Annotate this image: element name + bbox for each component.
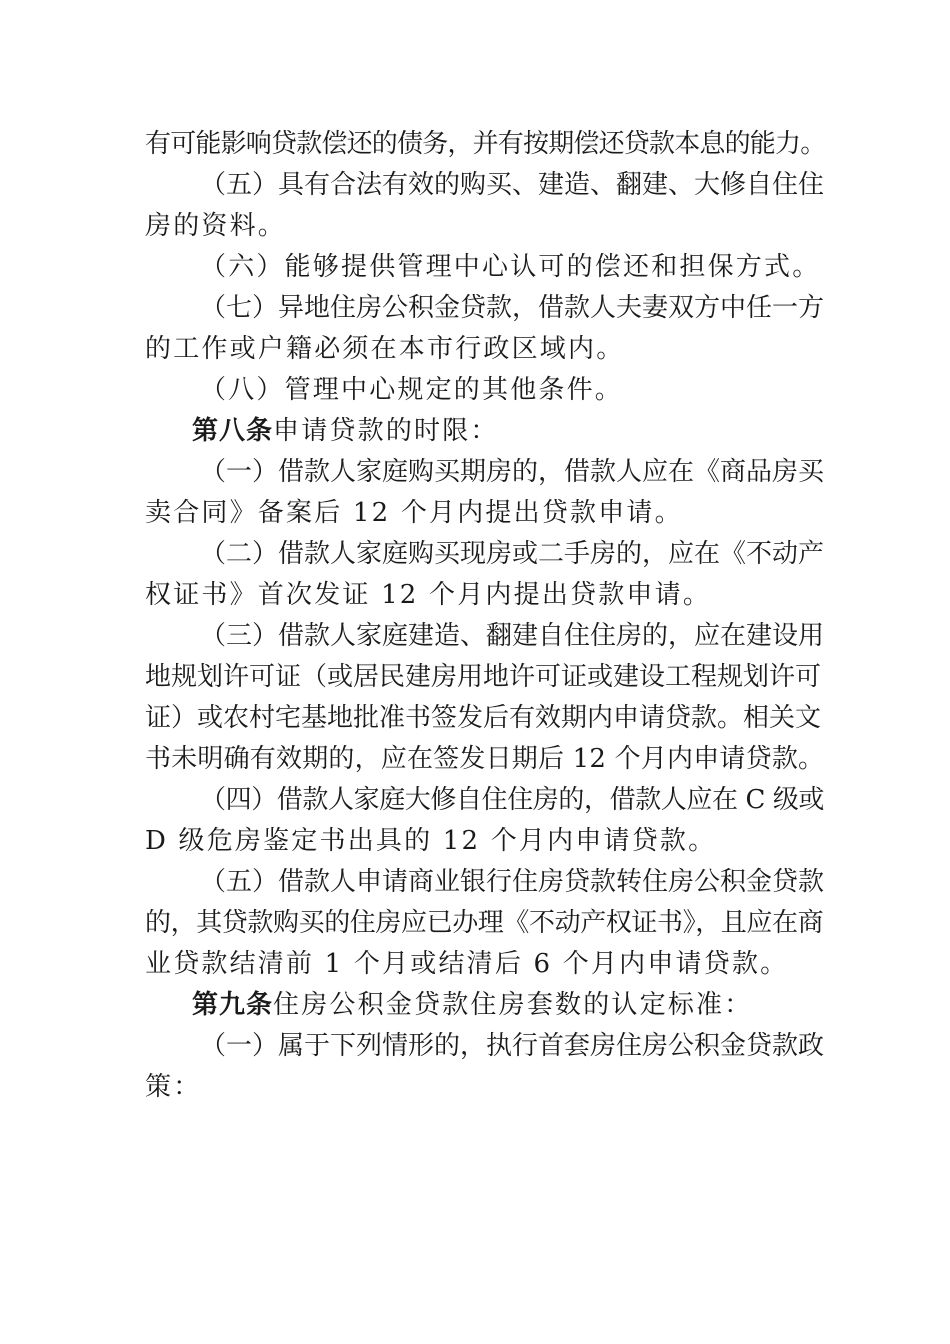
text-line: 策： [145,1072,202,1102]
text-line: 卖合同》备案后 12 个月内提出贷款申请。 [145,498,683,528]
text-line: 证）或农村宅基地批准书签发后有效期内申请贷款。相关文 [145,703,822,733]
text-line: 的工作或户籍必须在本市行政区域内。 [145,334,625,364]
text-line: 的，其贷款购买的住房应已办理《不动产权证书》，且应在商 [145,908,824,938]
text-line: 业贷款结清前 1 个月或结清后 6 个月内申请贷款。 [145,949,789,979]
text-line: （八）管理中心规定的其他条件。 [200,375,624,405]
text-line: 书未明确有效期的，应在签发日期后 12 个月内申请贷款。 [145,744,825,774]
article-9-heading: 第九条 [192,990,274,1020]
text-line: （五）具有合法有效的购买、建造、翻建、大修自住住 [200,170,825,200]
text-line: 房的资料。 [145,211,287,241]
article-8-title: 申请贷款的时限： [273,416,499,446]
text-line: （六）能够提供管理中心认可的偿还和担保方式。 [200,252,821,282]
article-8-heading: 第八条 [192,416,274,446]
article-9-title: 住房公积金贷款住房套数的认定标准： [273,990,753,1020]
text-line: 权证书》首次发证 12 个月内提出贷款申请。 [145,580,712,610]
text-line: 有可能影响贷款偿还的债务，并有按期偿还贷款本息的能力。 [145,129,826,159]
article-8-line [192,411,872,451]
text-line: D 级危房鉴定书出具的 12 个月内申请贷款。 [145,826,717,856]
text-line: （五）借款人申请商业银行住房贷款转住房公积金贷款 [200,867,825,897]
text-line: 地规划许可证（或居民建房用地许可证或建设工程规划许可 [145,662,822,692]
text-line: （一）借款人家庭购买期房的，借款人应在《商品房买 [200,457,825,487]
article-9-line [192,985,872,1025]
text-line: （一）属于下列情形的，执行首套房住房公积金贷款政 [200,1031,825,1061]
text-line: （七）异地住房公积金贷款，借款人夫妻双方中任一方 [200,293,825,323]
text-line: （三）借款人家庭建造、翻建自住住房的，应在建设用 [200,621,825,651]
text-line: （二）借款人家庭购买现房或二手房的，应在《不动产 [200,539,825,569]
text-line: （四）借款人家庭大修自住住房的，借款人应在 C 级或 [200,785,825,815]
